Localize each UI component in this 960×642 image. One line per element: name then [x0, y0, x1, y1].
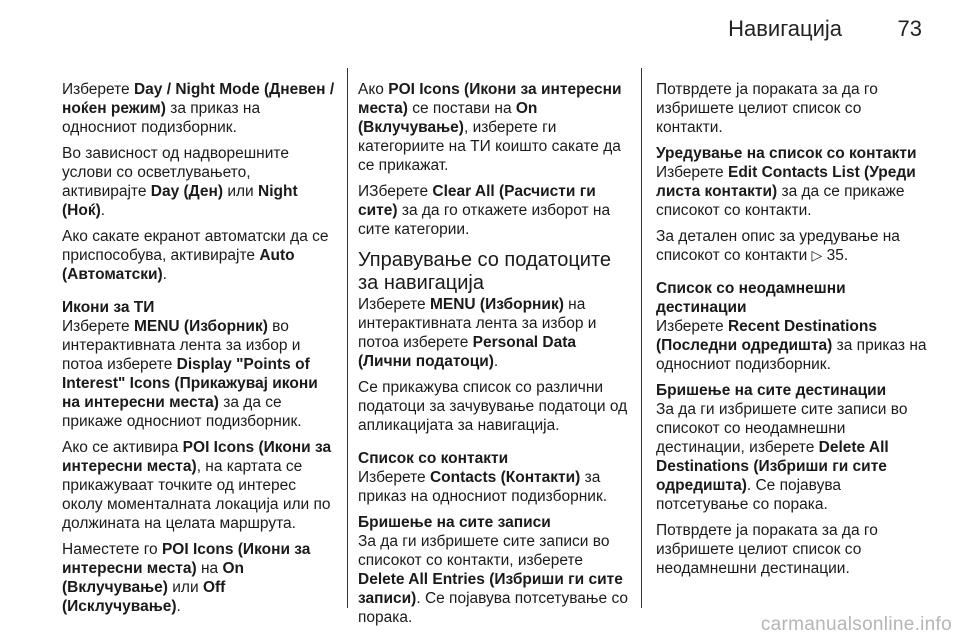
menu-option: Night (Ноќ): [62, 183, 298, 219]
section-heading: Икони за ТИ: [62, 299, 155, 316]
paragraph: Ако се активира POI Icons (Икони за интересни места), на картата се прикажуваат точките од интерес околу моменталната локација или по должината на целата маршрута.: [62, 439, 332, 532]
menu-option: Day (Ден): [150, 183, 224, 200]
text-column-1: [62, 80, 336, 623]
paragraph: Потврдете ја пораката за да го избришете целиот список со неодамнешни дестинации.: [656, 522, 878, 577]
menu-option: MENU (Изборник): [429, 296, 564, 313]
paragraph: Изберете Contacts (Контакти) за приказ на односниот подизборник.: [358, 469, 608, 505]
menu-option: Delete All Destinations (Избриши ги сите одредишта): [656, 439, 889, 494]
paragraph: За да ги избришете сите записи во списокот со контакти, изберете Delete All Entries (Избриши ги сите записи). Се појавува потсетување со порака.: [358, 533, 628, 626]
paragraph: За да ги избришете сите записи во списокот со неодамнешни дестинации, изберете Delete All Destinations (Избриши ги сите одредишта). Се појавува потсетување со порака.: [656, 401, 908, 513]
page-reference-icon: ▷: [811, 247, 823, 263]
paragraph: ИЗберете Clear All (Расчисти ги сите) за да го откажете изборот на сите категории.: [358, 183, 611, 238]
menu-option: POI Icons (Икони за интересни места): [62, 541, 311, 577]
menu-option: On (Вклучување): [358, 100, 538, 136]
menu-option: Contacts (Контакти): [429, 469, 581, 486]
section-heading: Список со контакти: [358, 450, 509, 467]
menu-option: Display "Points of Interest" Icons (Прикажувај икони на интересни места): [62, 356, 318, 411]
paragraph: Потврдете ја пораката за да го избришете целиот список со контакти.: [656, 81, 878, 136]
paragraph: Изберете Recent Destinations (Последни одредишта) за приказ на односниот подизборник.: [656, 318, 927, 373]
chapter-heading: Управување со податоците за навигација: [358, 249, 612, 294]
paragraph: Изберете MENU (Изборник) во интерактивната лента за избор и потоа изберете Display "Points of Interest" Icons (Прикажувај икони на интересни места) за да се прикаже односниот подизборник.: [62, 318, 318, 430]
paragraph: Изберете Edit Contacts List (Уреди листа контакти) за да се прикаже списокот со контакти.: [656, 164, 916, 219]
menu-option: Auto (Автоматски): [62, 247, 295, 283]
text-column-2: [358, 80, 632, 634]
section-heading: Бришење на сите записи: [358, 514, 551, 531]
menu-option: Off (Исклучување): [62, 579, 226, 615]
paragraph: Изберете MENU (Изборник) на интерактивната лента за избор и потоа изберете Personal Data (Лични податоци).: [358, 296, 597, 370]
paragraph: Наместете го POI Icons (Икони за интересни места) на On (Вклучување) или Off (Исклучување).: [62, 541, 311, 615]
page-header: [0, 0, 960, 62]
menu-option: Recent Destinations (Последни одредишта): [656, 318, 877, 354]
page-title: Навигација: [728, 16, 842, 41]
section-heading: Бришење на сите дестинации: [656, 382, 887, 399]
paragraph: Ако POI Icons (Икони за интересни места) се постави на On (Вклучување), изберете ги категориите на ТИ коишто сакате да се прикажат.: [358, 81, 622, 174]
menu-option: MENU (Изборник): [133, 318, 268, 335]
watermark: carmanualsonline.info: [760, 614, 952, 635]
menu-option: POI Icons (Икони за интересни места): [358, 81, 622, 117]
paragraph: Изберете Day / Night Mode (Дневен / ноќен режим) за приказ на односниот подизборник.: [62, 81, 335, 136]
menu-option: POI Icons (Икони за интересни места): [62, 439, 332, 475]
section-heading: Уредување на список со контакти: [656, 145, 917, 162]
menu-option: On (Вклучување): [62, 560, 245, 596]
text-column-3: [656, 80, 930, 585]
page-number: 73: [897, 16, 922, 41]
paragraph: За детален опис за уредување на списокот со контакти ▷ 35.: [656, 228, 900, 264]
section-heading: Список со неодамнешни дестинации: [656, 280, 846, 316]
column-divider-2: [641, 68, 642, 608]
menu-option: Clear All (Расчисти ги сите): [358, 183, 596, 219]
menu-option: Edit Contacts List (Уреди листа контакти): [656, 164, 916, 200]
paragraph: Во зависност од надворешните услови со осветлувањето, активирајте Day (Ден) или Night (Ноќ).: [62, 145, 298, 219]
menu-option: Delete All Entries (Избриши ги сите записи): [358, 571, 623, 607]
menu-option: Personal Data (Лични податоци): [358, 334, 577, 370]
paragraph: Ако сакате екранот автоматски да се приспособува, активирајте Auto (Автоматски).: [62, 228, 329, 283]
paragraph: Се прикажува список со различни податоци за зачувување податоци од апликацијата за навигација.: [358, 379, 628, 434]
column-divider-1: [347, 68, 348, 608]
menu-option: Day / Night Mode (Дневен / ноќен режим): [62, 81, 335, 117]
